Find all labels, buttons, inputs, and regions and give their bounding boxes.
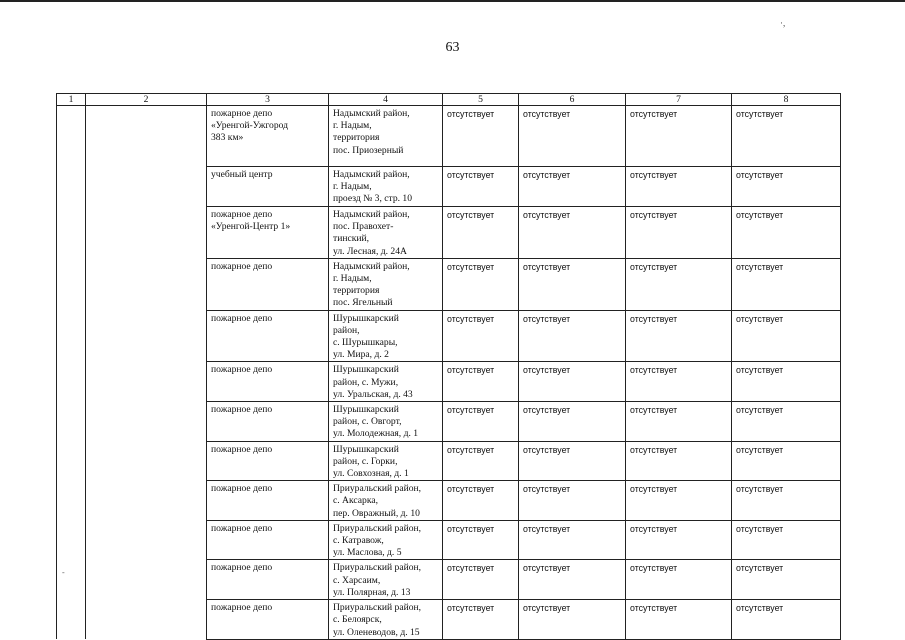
status-text: отсутствует	[736, 170, 784, 180]
object-name-line: пожарное депо	[211, 260, 273, 272]
object-name-line: пожарное депо	[211, 312, 273, 324]
address-line: территория	[333, 285, 380, 297]
cell-address	[329, 402, 443, 442]
status-text: отсутствует	[447, 603, 495, 614]
cell-col-5	[443, 402, 519, 442]
cell-address	[329, 481, 443, 521]
header-col-4: 4	[329, 94, 443, 106]
object-name-line: пожарное депо	[211, 602, 273, 614]
cell-col-7	[626, 481, 732, 521]
cell-col-6	[519, 402, 626, 442]
address-line: Надымский район,	[333, 260, 410, 272]
status-text: отсутствует	[736, 109, 784, 119]
header-col-6: 6	[519, 94, 626, 106]
address-line: Приуральский район,	[333, 483, 422, 495]
status-text: отсутствует	[523, 484, 571, 495]
status-text: отсутствует	[736, 313, 784, 324]
status-text: отсутствует	[630, 405, 678, 416]
document-table	[56, 93, 841, 640]
cell-col-8	[732, 167, 841, 207]
cell-col-5	[443, 520, 519, 560]
table-row	[57, 402, 841, 442]
status-text: отсутствует	[523, 210, 571, 220]
status-text: отсутствует	[736, 405, 784, 416]
cell-col-1	[57, 167, 86, 207]
object-name-line: пожарное депо	[211, 443, 273, 455]
cell-col-8	[732, 402, 841, 442]
table-row	[57, 207, 841, 259]
cell-col-8	[732, 600, 841, 640]
address-line: с. Катравож,	[333, 535, 384, 547]
table-body	[57, 106, 841, 640]
cell-address	[329, 167, 443, 207]
address-line: Шурышкарский	[333, 364, 399, 376]
header-col-2: 2	[86, 94, 207, 106]
status-text: отсутствует	[447, 313, 495, 324]
object-name-line: пожарное депо	[211, 522, 273, 534]
status-text: отсутствует	[736, 523, 784, 534]
status-text: отсутствует	[736, 261, 784, 272]
object-name-line: пожарное депо	[211, 562, 273, 574]
cell-col-1	[57, 481, 86, 521]
cell-col-1	[57, 362, 86, 402]
status-text: отсутствует	[630, 210, 678, 220]
cell-col-6	[519, 310, 626, 362]
cell-col-6	[519, 481, 626, 521]
address-line: район, с. Овгорт,	[333, 416, 402, 428]
cell-address	[329, 560, 443, 600]
address-line: территория	[333, 132, 380, 144]
cell-col-1	[57, 600, 86, 640]
cell-object-name	[207, 310, 329, 362]
cell-object-name	[207, 481, 329, 521]
margin-tick: -	[62, 568, 65, 577]
address-line: ул. Мира, д. 2	[333, 349, 389, 361]
address-line: пос. Приозерный	[333, 144, 404, 156]
address-line: ул. Уральская, д. 43	[333, 388, 413, 400]
object-name-line: пожарное депо	[211, 483, 273, 495]
address-line: район, с. Горки,	[333, 455, 398, 467]
cell-address	[329, 258, 443, 310]
status-text: отсутствует	[630, 365, 678, 376]
address-line: Надымский район,	[333, 108, 410, 119]
status-text: отсутствует	[447, 484, 495, 495]
status-text: отсутствует	[736, 603, 784, 614]
cell-col-8	[732, 481, 841, 521]
object-name-line: пожарное депо	[211, 404, 273, 416]
header-col-7: 7	[626, 94, 732, 106]
address-line: пос. Правохет-	[333, 221, 394, 233]
header-row	[57, 94, 841, 106]
address-line: ул. Молодежная, д. 1	[333, 428, 419, 440]
cell-col-6	[519, 106, 626, 167]
cell-address	[329, 362, 443, 402]
cell-col-8	[732, 310, 841, 362]
table-row	[57, 362, 841, 402]
status-text: отсутствует	[447, 523, 495, 534]
object-name-line: пожарное депо	[211, 364, 273, 376]
cell-col-6	[519, 600, 626, 640]
address-line: пос. Ягельный	[333, 297, 393, 309]
address-line: г. Надым,	[333, 120, 372, 132]
table-row	[57, 167, 841, 207]
cell-col-2	[86, 402, 207, 442]
cell-col-2	[86, 207, 207, 259]
address-line: Надымский район,	[333, 169, 410, 180]
status-text: отсутствует	[447, 563, 495, 574]
cell-col-5	[443, 258, 519, 310]
table-row	[57, 441, 841, 481]
status-text: отсутствует	[523, 405, 571, 416]
cell-col-6	[519, 520, 626, 560]
cell-col-7	[626, 560, 732, 600]
status-text: отсутствует	[523, 313, 571, 324]
table-row	[57, 520, 841, 560]
cell-col-5	[443, 441, 519, 481]
table-row	[57, 106, 841, 167]
cell-address	[329, 310, 443, 362]
table-row	[57, 481, 841, 521]
cell-col-8	[732, 560, 841, 600]
status-text: отсутствует	[630, 603, 678, 614]
cell-col-2	[86, 167, 207, 207]
top-rule	[0, 0, 905, 2]
cell-col-2	[86, 310, 207, 362]
address-line: с. Харсаим,	[333, 574, 381, 586]
status-text: отсутствует	[630, 484, 678, 495]
cell-col-2	[86, 560, 207, 600]
status-text: отсутствует	[523, 365, 571, 376]
status-text: отсутствует	[630, 170, 678, 180]
cell-col-2	[86, 481, 207, 521]
status-text: отсутствует	[630, 444, 678, 455]
address-line: г. Надым,	[333, 181, 372, 193]
status-text: отсутствует	[523, 523, 571, 534]
cell-col-6	[519, 441, 626, 481]
status-text: отсутствует	[447, 405, 495, 416]
address-line: с. Шурышкары,	[333, 337, 398, 349]
address-line: с. Аксарка,	[333, 495, 379, 507]
status-text: отсутствует	[736, 563, 784, 574]
cell-object-name	[207, 167, 329, 207]
cell-col-2	[86, 258, 207, 310]
cell-col-7	[626, 106, 732, 167]
address-line: г. Надым,	[333, 273, 372, 285]
cell-col-1	[57, 520, 86, 560]
status-text: отсутствует	[523, 603, 571, 614]
status-text: отсутствует	[630, 261, 678, 272]
status-text: отсутствует	[630, 523, 678, 534]
cell-col-8	[732, 441, 841, 481]
cell-col-1	[57, 402, 86, 442]
object-name-line: учебный центр	[211, 169, 273, 180]
cell-address	[329, 106, 443, 167]
cell-col-5	[443, 362, 519, 402]
cell-col-5	[443, 600, 519, 640]
cell-col-8	[732, 258, 841, 310]
cell-col-5	[443, 207, 519, 259]
cell-col-7	[626, 310, 732, 362]
cell-col-2	[86, 362, 207, 402]
status-text: отсутствует	[630, 563, 678, 574]
cell-col-8	[732, 207, 841, 259]
status-text: отсутствует	[736, 210, 784, 220]
status-text: отсутствует	[736, 365, 784, 376]
cell-col-7	[626, 167, 732, 207]
table-row	[57, 310, 841, 362]
cell-col-8	[732, 106, 841, 167]
cell-col-7	[626, 520, 732, 560]
cell-col-7	[626, 362, 732, 402]
cell-col-1	[57, 310, 86, 362]
cell-col-1	[57, 560, 86, 600]
cell-col-7	[626, 402, 732, 442]
scan-mark: ·,	[780, 18, 786, 28]
status-text: отсутствует	[736, 444, 784, 455]
cell-col-5	[443, 481, 519, 521]
status-text: отсутствует	[523, 563, 571, 574]
address-line: ул. Совхозная, д. 1	[333, 468, 409, 480]
status-text: отсутствует	[447, 170, 495, 180]
header-col-8: 8	[732, 94, 841, 106]
cell-col-6	[519, 167, 626, 207]
cell-col-1	[57, 106, 86, 167]
address-line: с. Белоярск,	[333, 614, 382, 626]
status-text: отсутствует	[523, 170, 571, 180]
cell-col-2	[86, 520, 207, 560]
table-row	[57, 560, 841, 600]
cell-col-8	[732, 362, 841, 402]
cell-col-6	[519, 362, 626, 402]
cell-object-name	[207, 441, 329, 481]
cell-col-1	[57, 441, 86, 481]
object-name-line: «Уренгой-Центр 1»	[211, 221, 291, 233]
address-line: проезд № 3, стр. 10	[333, 193, 413, 205]
status-text: отсутствует	[523, 444, 571, 455]
cell-col-7	[626, 441, 732, 481]
cell-address	[329, 207, 443, 259]
cell-object-name	[207, 520, 329, 560]
status-text: отсутствует	[447, 444, 495, 455]
cell-col-7	[626, 207, 732, 259]
cell-col-1	[57, 207, 86, 259]
status-text: отсутствует	[447, 365, 495, 376]
object-name-line: 383 км»	[211, 132, 244, 144]
cell-address	[329, 520, 443, 560]
table-row	[57, 600, 841, 640]
address-line: ул. Оленеводов, д. 15	[333, 626, 420, 638]
cell-col-5	[443, 106, 519, 167]
status-text: отсутствует	[523, 109, 571, 119]
object-name-line: «Уренгой-Ужгород	[211, 120, 289, 132]
cell-col-5	[443, 310, 519, 362]
cell-col-6	[519, 560, 626, 600]
status-text: отсутствует	[523, 261, 571, 272]
cell-col-7	[626, 600, 732, 640]
address-line: Шурышкарский	[333, 404, 399, 416]
cell-col-7	[626, 258, 732, 310]
cell-object-name	[207, 207, 329, 259]
cell-col-6	[519, 258, 626, 310]
address-line: тинский,	[333, 233, 370, 245]
address-line: Шурышкарский	[333, 443, 399, 455]
cell-object-name	[207, 600, 329, 640]
status-text: отсутствует	[736, 484, 784, 495]
cell-address	[329, 441, 443, 481]
cell-object-name	[207, 560, 329, 600]
object-name-line: пожарное депо	[211, 108, 273, 119]
address-line: Надымский район,	[333, 209, 410, 220]
cell-object-name	[207, 258, 329, 310]
address-line: пер. Овражный, д. 10	[333, 507, 420, 519]
header-col-5: 5	[443, 94, 519, 106]
address-line: ул. Лесная, д. 24А	[333, 245, 407, 257]
cell-col-2	[86, 600, 207, 640]
status-text: отсутствует	[447, 210, 495, 220]
header-col-1: 1	[57, 94, 86, 106]
address-line: ул. Полярная, д. 13	[333, 586, 411, 598]
address-line: Приуральский район,	[333, 602, 422, 614]
address-line: район,	[333, 324, 360, 336]
object-name-line: пожарное депо	[211, 209, 273, 220]
address-line: Приуральский район,	[333, 562, 422, 574]
table-row	[57, 258, 841, 310]
address-line: Шурышкарский	[333, 312, 399, 324]
status-text: отсутствует	[630, 313, 678, 324]
cell-col-5	[443, 560, 519, 600]
status-text: отсутствует	[447, 109, 495, 119]
cell-object-name	[207, 106, 329, 167]
address-line: Приуральский район,	[333, 522, 422, 534]
cell-col-8	[732, 520, 841, 560]
cell-col-2	[86, 106, 207, 167]
cell-col-5	[443, 167, 519, 207]
status-text: отсутствует	[630, 109, 678, 119]
cell-address	[329, 600, 443, 640]
status-text: отсутствует	[447, 261, 495, 272]
address-line: район, с. Мужи,	[333, 376, 399, 388]
address-line: ул. Маслова, д. 5	[333, 547, 402, 559]
header-col-3: 3	[207, 94, 329, 106]
cell-col-1	[57, 258, 86, 310]
page-number: 63	[445, 40, 460, 55]
cell-col-6	[519, 207, 626, 259]
cell-object-name	[207, 362, 329, 402]
cell-object-name	[207, 402, 329, 442]
cell-col-2	[86, 441, 207, 481]
